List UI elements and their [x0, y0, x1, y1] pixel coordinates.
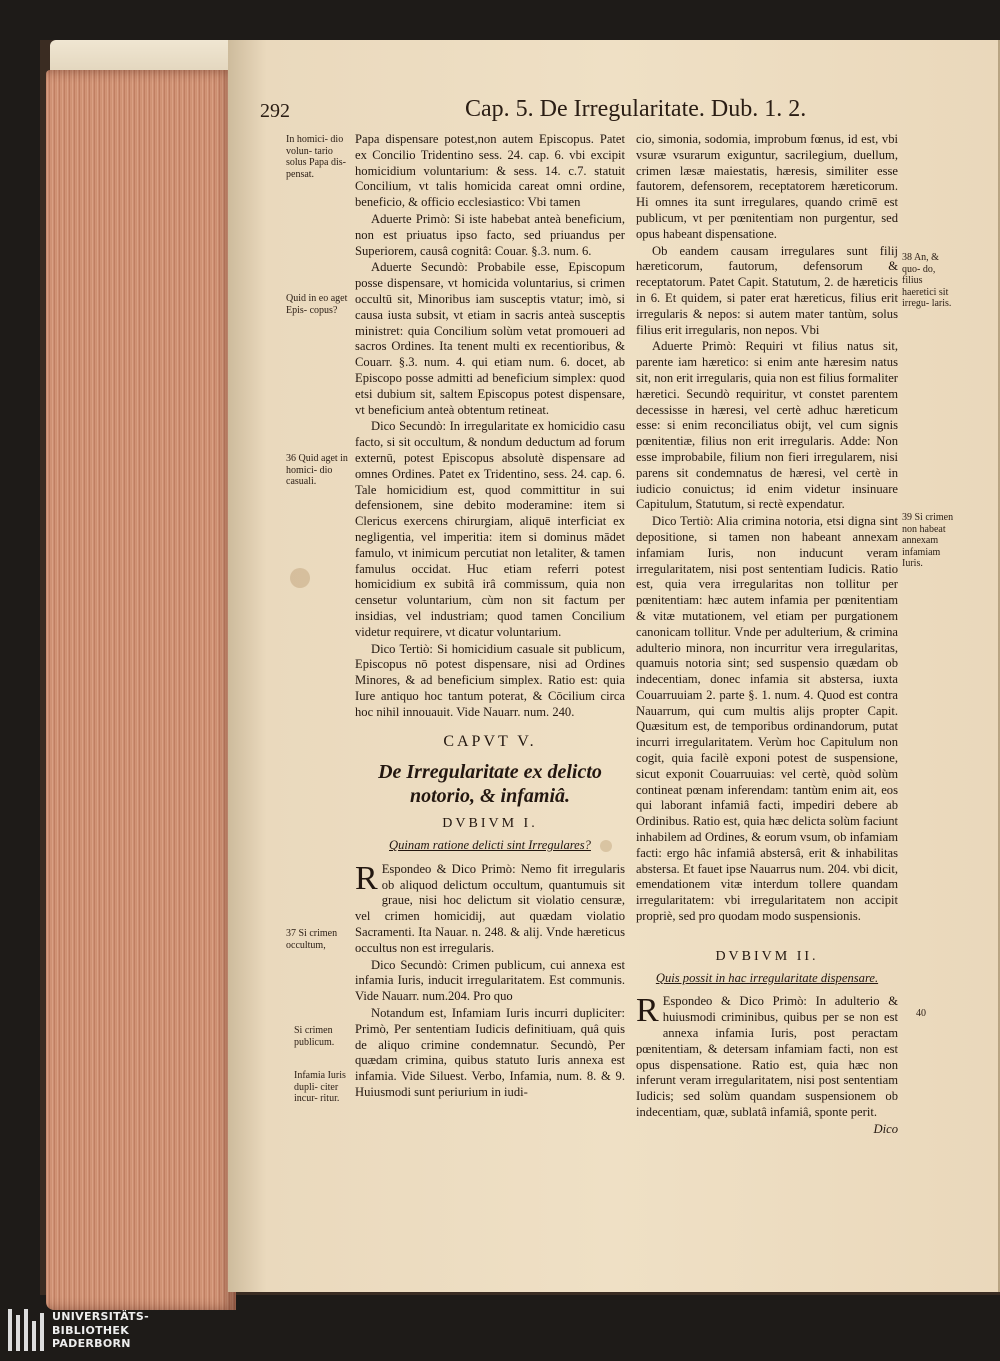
library-logo-icon [6, 1307, 46, 1353]
paragraph-text: Espondeo & Dico Primò: In adulterio & huiusmodi criminibus, quibus per se non est annexa infamia Iuris, post peractam pœnitentiam, & detersam infamiam facti, non est opus dispensatione. Ratio est, quia hæc non inferunt veram irregularitatem, nisi post sententiam Iudicis; sed solùm quandam suspensionem ob indecentiam, quæ, sublatâ infamiâ, sponte perit. [636, 994, 898, 1120]
dubium-heading: DVBIVM I. [442, 816, 538, 832]
paragraph: Dico Secundò: In irregularitate ex homicidio casu facto, si sit occultum, & nondum deductum ad forum externū, potest Episcopus absolutè dispensare ad omnes Ordines. Patet ex Tridentino, sess. 24. cap. 6. Tale homicidium est, quod committitur in sui defensionem, sine debito moderamine: item si Clericus exercens chirurgiam, aliquē interficiat ex negligentia, vel imperitia: item si dominus mādet famulo, vt inimicum percutiat non letaliter, & tamen famulus occidat. Huc etiam referri potest homicidium ex subitâ irâ commissum, quia non censetur voluntarium, cùm non sit factum per insidias, vel industriam; quod tamen Concilium videtur requirere, vt dicatur voluntarium. [355, 419, 625, 639]
paragraph: Notandum est, Infamiam Iuris incurri dupliciter: Primò, Per sententiam Iudicis definitiuam, quâ quis de aliquo crimine condemnatur. Secundò, Per quædam crimina, quibus statuto Iuris annexa est infamia. Vide Siluest. Verbo, Infamia, num. 8. & 9. Huiusmodi sunt periurium in iudi- [355, 1006, 625, 1100]
paragraph: cio, simonia, sodomia, improbum fœnus, id est, vbi vsuræ vsurarum exiguntur, sacrilegium, duellum, crimen læsæ maiestatis, hæresis, similiter esse fautorem, defensorem, receptatorem hæreticorum. Hi omnes ita sunt irregulares, quando crimē est publicum, vt per pœnitentiam non purgentur, sed opus habeant dispensatione. [636, 132, 898, 241]
dubium-question: Quinam ratione delicti sint Irregulares? [389, 838, 591, 853]
margin-note: Infamia Iuris dupli- citer incur- ritur. [294, 1070, 346, 1104]
library-line: BIBLIOTHEK [52, 1323, 130, 1337]
paragraph: Aduerte Primò: Si iste habebat anteà beneficium, non est priuatus ipso facto, sed priuandus per Superiorem, causâ cognitâ: Couar. §.3. num. 6. [355, 211, 625, 258]
text-column-right [636, 132, 898, 1138]
paragraph [355, 859, 625, 957]
text-column-left [355, 132, 625, 1101]
catchword: Dico [873, 1121, 898, 1136]
margin-note: Quid in eo aget Epis- copus? [286, 293, 348, 316]
library-name [52, 1310, 149, 1351]
stain [290, 568, 310, 588]
paragraph: Aduerte Primò: Requiri vt filius natus sit, parente iam hæretico: si enim ante hæresim natus sit, non erit irregularis, quia non est filius formaliter hæretici. Secundò requiritur, vt constet parentem decessisse in hæresi, vel certè adhuc hæreticum esse: si enim reconciliatus obijt, vel cum signis pœnitentiæ, filius non erit irregularis. Adde: Non esse improbabile, filium non fieri irregularem, nisi parens sit condemnatus de hæresi, vel certè in iudicio conuictus; id enim videtur insinuare Capitulum, Statutum, si rectè expendatur. [636, 339, 898, 512]
margin-note: Si crimen publicum. [294, 1025, 335, 1048]
margin-note: 39 Si crimen non habeat annexam infamiam Iuris. [902, 512, 954, 569]
running-header [260, 96, 810, 126]
paragraph: Ob eandem causam irregulares sunt filij hæreticorum, fautorum, defensorum & receptatorum. Patet Capit. Statutum, 2. de hæreticis in 6. Et quidem, si pater erat hæreticus, filius erit irregularis & nepos: si autem mater tantùm, solus filius erit irregularis, non nepos. Vbi [636, 243, 898, 337]
paragraph: Papa dispensare potest,non autem Episcopus. Patet ex Concilio Tridentino sess. 24. cap. 6. vbi excipit homicidium voluntarium: & sess. 14. c.7. statuit Concilium, vt talis homicida careat omni ordine, beneficio, & officio ecclesiastico: Vbi tamen [355, 132, 625, 210]
running-title: Cap. 5. De Irregularitate. Dub. 1. 2. [465, 96, 807, 122]
chapter-title: De Irregularitate ex delicto notorio, & infamiâ. [378, 761, 602, 808]
library-line: UNIVERSITÄTS- [52, 1310, 149, 1323]
paragraph: Aduerte Secundò: Probabile esse, Episcopum posse dispensare, vt homicida voluntarius, si crimen occultū sit, Minoribus iam susceptis vtatur; imò, si causa iusta subsit, vt etiam in sacris anteà susceptis ministret: quia Concilium solùm vetat promoueri ad sacros Ordines. Ita tenent multi ex recentioribus, & Couarr. §.3. num. 4. qui etiam num. 6. docet, ab Episcopo posse admitti ad beneficium simplex: quod etsi dubium sit, saltem Episcopus potest dispensare, vt beneficium anteà obtentum retineat. [355, 260, 625, 417]
margin-note: 36 Quid aget in homici- dio casuali. [286, 453, 348, 487]
library-line: PADERBORN [52, 1337, 131, 1350]
paragraph [636, 994, 898, 1120]
chapter-heading: CAPVT V. [443, 733, 537, 751]
fore-edge [46, 70, 236, 1310]
paragraph: Dico Tertiò: Si homicidium casuale sit publicum, Episcopus nō potest dispensare, nisi ad Ordines Minores, & ad beneficium simplex. Ratio est: quia Iure antiquo hoc tantum poterat, & Cōcilium circa hoc nihil innouauit. Vide Nauarr. num. 240. [355, 641, 625, 719]
margin-note: 38 An, & quo- do, filius haeretici sit irregu- laris. [902, 252, 952, 309]
dubium-question: Quis possit in hac irregularitate dispensare. [655, 970, 879, 985]
margin-note: In homici- dio volun- tario solus Papa dis- pensat. [286, 134, 346, 180]
paragraph: Dico Secundò: Crimen publicum, cui annexa est infamia Iuris, inducit irregularitatem. Est communis. Vide Nauarr. num.204. Pro quo [355, 957, 625, 1004]
paragraph: Dico Tertiò: Alia crimina notoria, etsi digna sint depositione, si tamen non habeant annexam infamiam Iuris, non inducunt veram irregularitatem, nisi post sententiam Iudicis. Ratio est, quia vera irregularitas non tollitur per pœnitentiam: hæc autem infamia per pœnitentiam & vitæ mutationem, vel etiam per purgationem canonicam tollitur. Vnde per adulterium, & crimina adulterio minora, non incurritur vera irregularitas, quamuis notoria sint; sed suspensio quædam ob indecentiam, donec infamia sit abstersa, iuxta Couarruuiam 2. parte §. 1. num. 4. Quod est contra Nauarrum, qui cum multis alijs propter Capit. Quæsitum est, de temporibus ordinandorum, putat incurri irregularitatem. Verùm hoc Capitulum non cogit, quia facilè exponi potest de suspensione, sicut exponit Couarruuias: vel certè, quòd solùm contineat pœnam inferendam: tantùm enim ait, eos qui laborant infamiâ facti, impediri debere ab Ordinibus. Ratio est, quia hæc delicta solùm faciunt inhabilem ad Ordines, & eorum vsum, ob infamiam facti: ergo hâc infamiâ abstersâ, erit & inhabilitas abstersa. Et fauet ipse Nauarrus num. 204. vbi dicit, emendationem vitæ interdum tollere quandam irregularitatem: vbi irregularitatem non accipit propriè, sed pro quodam modo suspensionis. [636, 514, 898, 924]
margin-note: 40 [916, 1008, 926, 1019]
dubium-heading: DVBIVM II. [715, 948, 819, 964]
margin-note: 37 Si crimen occultum, [286, 928, 338, 951]
page-number: 292 [260, 100, 290, 122]
drop-capital: R [355, 859, 378, 897]
paragraph-text: Espondeo & Dico Primò: Nemo fit irregularis ob aliquod delictum occultum, quantumuis sit graue, nisi hoc delictum sit violatio censuræ, vel crimen homicidij, aut quædam violatio Sacramenti. Ita Nauar. n. 248. & alij. Vnde hæreticus occultus non est irregularis. [355, 861, 625, 955]
drop-capital: R [636, 992, 659, 1030]
